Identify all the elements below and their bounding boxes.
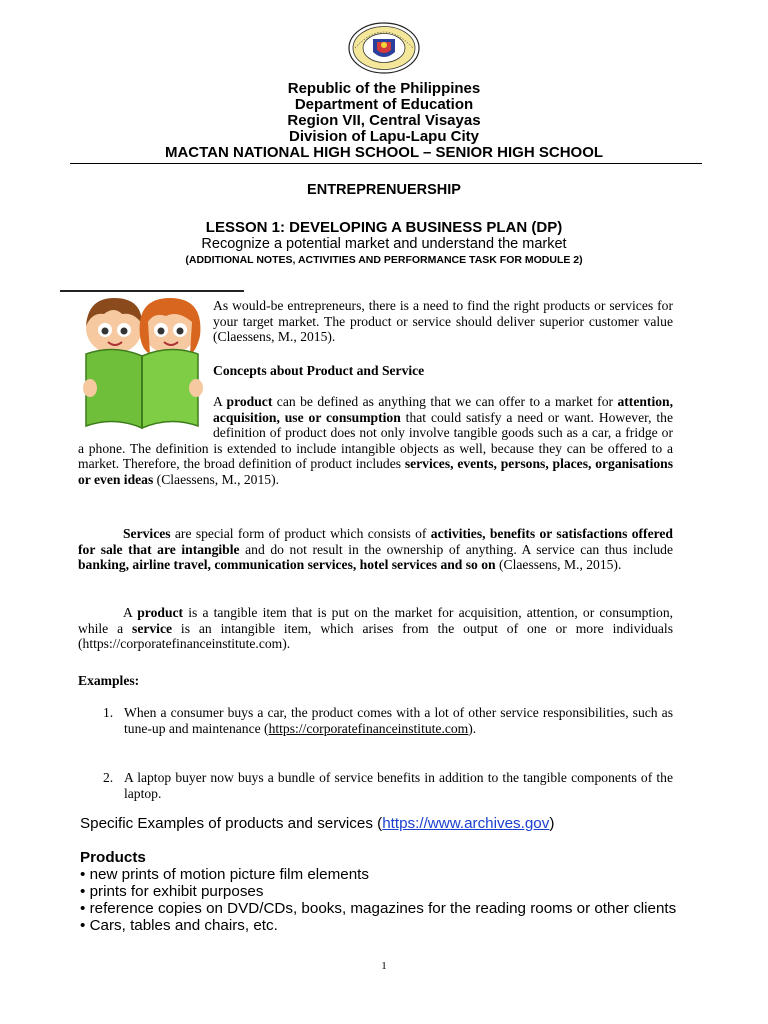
- list-item: • new prints of motion picture film elements: [80, 866, 369, 883]
- header-divider: [70, 163, 702, 164]
- header-republic: Republic of the Philippines: [287, 80, 481, 97]
- products-list: [80, 866, 700, 934]
- lesson-note: (ADDITIONAL NOTES, ACTIVITIES AND PERFORMANCE TASK FOR MODULE 2): [185, 254, 583, 266]
- example-link[interactable]: https://corporatefinanceinstitute.com: [268, 720, 469, 736]
- example-number: 2.: [103, 770, 114, 785]
- intro-paragraph: As would-be entrepreneurs, there is a need to find the right products or services for your target market. The product or service should deliver superior customer value (Claessens, M., 2015).: [213, 298, 673, 345]
- deped-seal: [347, 22, 421, 74]
- header-region: Region VII, Central Visayas: [287, 112, 481, 129]
- concepts-heading: Concepts about Product and Service: [213, 363, 425, 378]
- header-school: MACTAN NATIONAL HIGH SCHOOL – SENIOR HIGH SCHOOL: [164, 144, 604, 161]
- example-item-1: 1. When a consumer buys a car, the product comes with a lot of other service responsibilities, such as tune-up and maintenance (https://corporatefinanceinstitute.com).: [103, 705, 673, 736]
- specific-examples-line: Specific Examples of products and services (https://www.archives.gov): [80, 815, 555, 832]
- list-item: • reference copies on DVD/CDs, books, magazines for the reading rooms or other clients: [80, 900, 677, 917]
- lesson-subtitle: Recognize a potential market and understand the market: [201, 236, 567, 252]
- page-number: 1: [381, 960, 387, 972]
- header-department: Department of Education: [294, 96, 474, 113]
- lesson-title: LESSON 1: DEVELOPING A BUSINESS PLAN (DP): [205, 219, 563, 236]
- product-definition: A product can be defined as anything that we can offer to a market for attention, acquisition, use or consumption that could satisfy a need or want. However, the definition of product does not only involve tangible goods such as a car, a fridge or a phone. The definition is extended to include intangible objects as well, because they can be offered to a market. Therefore, the broad definition of product includes services, events, persons, places, organisations or even ideas (Claessens, M., 2015).: [78, 394, 673, 487]
- products-heading: Products: [80, 849, 146, 866]
- example-item-2: 2. A laptop buyer now buys a bundle of service benefits in addition to the tangible components of the laptop.: [103, 770, 673, 801]
- header-division: Division of Lapu-Lapu City: [289, 128, 479, 145]
- examples-heading: Examples:: [78, 673, 140, 688]
- subject-title: ENTREPRENUERSHIP: [307, 182, 461, 198]
- list-item: • Cars, tables and chairs, etc.: [80, 917, 278, 934]
- services-definition: Services are special form of product which consists of activities, benefits or satisfactions offered for sale that are intangible and do not result in the ownership of anything. A service can thus include banking, airline travel, communication services, hotel services and so on (Claessens, M., 2015).: [78, 526, 673, 573]
- archives-link[interactable]: https://www.archives.gov: [382, 815, 550, 832]
- list-item: • prints for exhibit purposes: [80, 883, 264, 900]
- example-number: 1.: [103, 705, 114, 720]
- product-service-comparison: A product is a tangible item that is put on the market for acquisition, attention, or consumption, while a service is an intangible item, which arises from the output of one or more individuals (https://corporatefinanceinstitute.com).: [78, 605, 674, 652]
